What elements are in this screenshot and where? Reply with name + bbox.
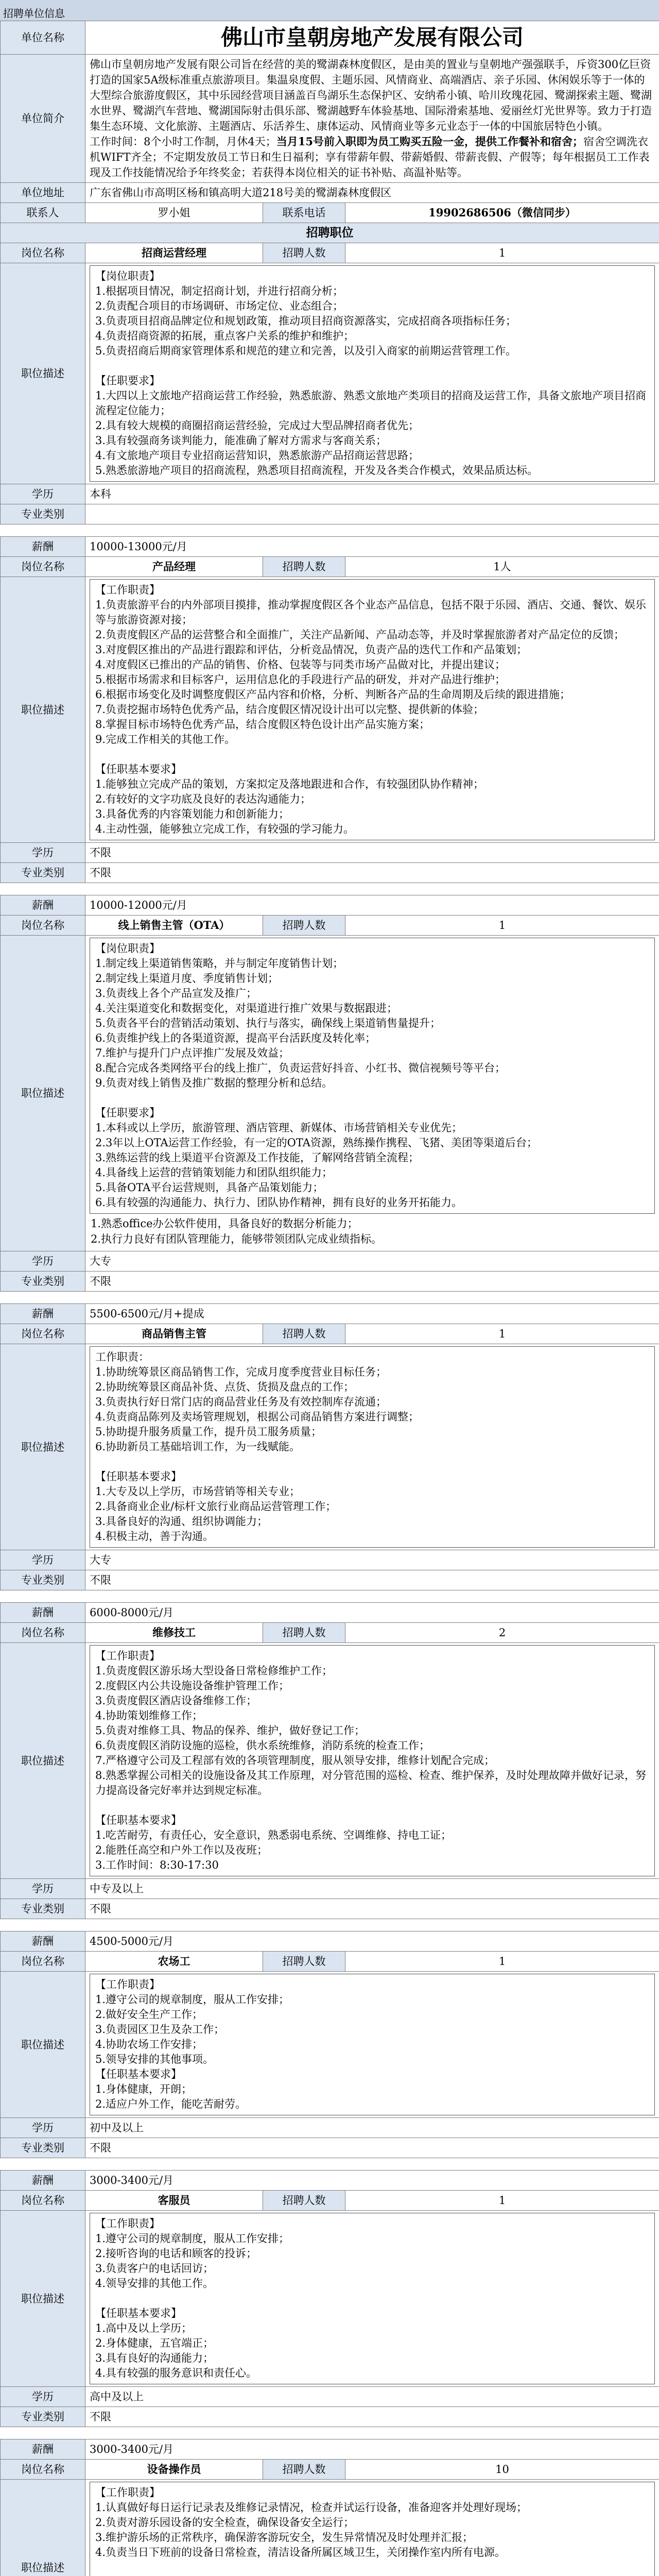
headcount-value: 10 — [345, 2460, 659, 2480]
major-label: 专业类别 — [1, 863, 85, 883]
education-value: 初中及以上 — [85, 2118, 659, 2138]
company-intro-label: 单位简介 — [1, 55, 85, 183]
salary-row — [1, 1304, 659, 1324]
major-label: 专业类别 — [1, 2138, 85, 2158]
education-value: 不限 — [85, 843, 659, 863]
education-row — [1, 484, 659, 504]
intro-benefits-rest: 宿舍空调洗衣机WIFT齐全；不定期发放员工节日和生日福利；享有带薪年假、带薪婚假、带薪丧假、产假等；每年根据员工工作表现及工作技能情况给予年终奖金；若获得本岗位相关的证书补贴、高温补贴等。 — [90, 135, 650, 179]
salary-label: 薪酬 — [1, 1603, 85, 1623]
job-extra-text: 1.熟悉office办公软件使用，具备良好的数据分析能力； 2.执行力良好有团队管理能力，能够带领团队完成业绩指标。 — [91, 1217, 383, 1245]
major-value: 不限 — [85, 2138, 659, 2158]
job-name: 客服员 — [85, 2191, 263, 2211]
job-header-row — [1, 1952, 659, 1972]
salary-value: 3000-3400元/月 — [85, 2439, 659, 2460]
major-label: 专业类别 — [1, 1899, 85, 1919]
company-name: 佛山市皇朝房地产发展有限公司 — [85, 21, 659, 55]
job-desc-row — [1, 1972, 659, 2118]
major-value: 不限 — [85, 1899, 659, 1919]
job-desc-label: 职位描述 — [1, 577, 85, 843]
salary-label: 薪酬 — [1, 1304, 85, 1324]
salary-row — [1, 2171, 659, 2191]
salary-row — [1, 895, 659, 916]
job-name: 商品销售主管 — [85, 1324, 263, 1344]
job-desc-text: 【工作职责】 1.负责度假区游乐场大型设备日常检修维护工作； 2.度假区内公共设施设备维护管理工作； 3.负责度假区酒店设备维修工作； 4.协助策划维修工作； 5.负责对维修工具、物品的保养、维护，做好登记工作； 6.负责度假区消防设施的巡检，供水系统维修，消防系统的检查工作； 7.严格遵守公司及工程部有效的各项管理制度，服从领导安排，维修计划配合完成； 8.熟悉掌握公司相关的设施设备及其工作原理，对分管范围的巡检、检查、维护保养，及时处理故障并做好记录，努力提高设备完好率并达到规定标准。 【任职基本要求】 1.吃苦耐劳，有责任心，安全意识，熟悉弱电系统、空调维修、持电工证； 2.能胜任高空和户外工作以及夜班； 3.工作时间：8:30-17:30 — [90, 1645, 655, 1876]
job-desc-row — [1, 577, 659, 843]
job-header-row — [1, 243, 659, 263]
intro-benefits-highlight: 当月15号前入职即为员工购买五险一金，提供工作餐补和宿舍； — [276, 135, 583, 148]
education-row — [1, 843, 659, 863]
phone-number[interactable]: 19902686506（微信同步） — [345, 203, 659, 223]
education-label: 学历 — [1, 2118, 85, 2138]
phone-label: 联系电话 — [263, 203, 345, 223]
job-name-label: 岗位名称 — [1, 2460, 85, 2480]
education-row — [1, 1550, 659, 1570]
education-value: 大专 — [85, 1251, 659, 1272]
job-desc-row — [1, 1643, 659, 1879]
major-label: 专业类别 — [1, 1272, 85, 1292]
headcount-label: 招聘人数 — [263, 2191, 345, 2211]
headcount-label: 招聘人数 — [263, 1952, 345, 1972]
major-row — [1, 1272, 659, 1292]
job-desc-row — [1, 1344, 659, 1550]
company-address-row — [1, 183, 659, 203]
education-value: 大专 — [85, 1550, 659, 1570]
spacer-row — [1, 2158, 659, 2171]
salary-value: 10000-13000元/月 — [85, 537, 659, 557]
salary-label: 薪酬 — [1, 2439, 85, 2460]
headcount-label: 招聘人数 — [263, 243, 345, 263]
company-intro — [85, 55, 659, 183]
headcount-label: 招聘人数 — [263, 1324, 345, 1344]
education-row — [1, 2387, 659, 2407]
contact-label: 联系人 — [1, 203, 85, 223]
job-desc-row — [1, 936, 659, 1251]
major-value: 不限 — [85, 1272, 659, 1292]
salary-row — [1, 2439, 659, 2460]
job-desc-row — [1, 2211, 659, 2387]
job-name: 农场工 — [85, 1952, 263, 1972]
job-desc-text: 【工作职责】 1.遵守公司的规章制度，服从工作安排； 2.做好安全生产工作； 3.负责园区卫生及杂工作； 4.协助农场工作安排； 5.领导安排的其他事项。 【任职基本要求】 1.身体健康，开朗； 2.适应户外工作，能吃苦耐劳。 — [90, 1974, 655, 2115]
job-name: 维修技工 — [85, 1623, 263, 1643]
salary-value: 3000-3400元/月 — [85, 2171, 659, 2191]
spacer-row — [1, 1590, 659, 1603]
major-value — [85, 504, 659, 524]
job-desc-label: 职位描述 — [1, 2480, 85, 2576]
major-row — [1, 1899, 659, 1919]
education-label: 学历 — [1, 484, 85, 504]
job-desc-label: 职位描述 — [1, 936, 85, 1251]
headcount-value: 1 — [345, 2191, 659, 2211]
salary-value: 6000-8000元/月 — [85, 1603, 659, 1623]
job-desc-cell — [85, 577, 659, 843]
education-row — [1, 2118, 659, 2138]
job-desc-cell — [85, 263, 659, 484]
job-name-label: 岗位名称 — [1, 557, 85, 577]
education-label: 学历 — [1, 1251, 85, 1272]
job-name: 设备操作员 — [85, 2460, 263, 2480]
job-header-row — [1, 1623, 659, 1643]
job-desc-text: 【工作职责】 1.遵守公司的规章制度，服从工作安排； 2.接听咨询的电话和顾客的投诉； 3.负责客户的电话回访； 4.领导安排的其他工作。 【任职基本要求】 1.高中及以上学历； 2.身体健康，五官端正； 3.具有良好的沟通能力； 4.具有较强的服务意识和责任心。 — [90, 2213, 655, 2384]
job-desc-text: 【工作职责】 1.认真做好每日运行记录表及维修记录情况，检查并试运行设备，准备迎客并处理好现场； 2.负责对游乐园设备的安全检查，确保设备安全运行； 3.维护游乐场的正常秩序，确保游客游玩安全，发生异常情况及时处理并汇报； 4.负责当日下班前的设备日常检查，清洁设备所属区域卫生，关闭操作室内所有电源。 — [90, 2482, 655, 2576]
job-name-label: 岗位名称 — [1, 1952, 85, 1972]
job-name-label: 岗位名称 — [1, 1623, 85, 1643]
education-value: 高中及以上 — [85, 2387, 659, 2407]
headcount-value: 1人 — [345, 557, 659, 577]
job-desc-label: 职位描述 — [1, 1643, 85, 1879]
job-desc-row — [1, 263, 659, 484]
job-name-label: 岗位名称 — [1, 1324, 85, 1344]
major-value: 不限 — [85, 863, 659, 883]
job-desc-text: 【工作职责】 1.负责旅游平台的内外部项目摸排，推动掌握度假区各个业态产品信息，包括不限于乐园、酒店、交通、餐饮、娱乐等与旅游资源对接； 2.负责度假区产品的运营整合和全面推广，关注产品新闻、产品动态等，并及时掌握旅游者对产品定位的反馈； 3.对度假区推出的产品进行跟踪和评估，分析竞品情况，负责产品的迭代工作和产品策划； 4.对度假区已推出的产品的销售、价格、包装等与同类市场产品做对比，并提出建议； 5.根据市场需求和目标客户，运用信息化的手段进行产品的研发，并对产品进行维护； 6.根据市场变化及时调整度假区产品内容和价格，分析、判断各产品的生命周期及后续的跟进措施； 7.负责挖掘市场特色优秀产品，结合度假区情况设计出可以完整、提供新的体验； 8.掌握目标市场特色优秀产品，结合度假区特色设计出产品实施方案； 9.完成工作相关的其他工作。 【任职基本要求】 1.能够独立完成产品的策划，方案拟定及落地跟进和合作，有较强团队协作精神； 2.有较好的文字功底及良好的表达沟通能力； 3.具备优秀的内容策划能力和创新能力； 4.主动性强，能够独立完成工作，有较强的学习能力。 — [90, 579, 655, 840]
job-desc-cell — [85, 1972, 659, 2118]
headcount-value: 1 — [345, 243, 659, 263]
education-label: 学历 — [1, 2387, 85, 2407]
company-address: 广东省佛山市高明区杨和镇高明大道218号美的鹭湖森林度假区 — [85, 183, 659, 203]
contact-name: 罗小姐 — [85, 203, 263, 223]
major-row — [1, 2138, 659, 2158]
salary-row — [1, 537, 659, 557]
major-label: 专业类别 — [1, 2407, 85, 2427]
salary-label: 薪酬 — [1, 2171, 85, 2191]
major-row — [1, 2407, 659, 2427]
job-desc-label: 职位描述 — [1, 2211, 85, 2387]
contact-row — [1, 203, 659, 223]
job-desc-label: 职位描述 — [1, 1344, 85, 1550]
headcount-label: 招聘人数 — [263, 916, 345, 936]
salary-value: 5500-6500元/月+提成 — [85, 1304, 659, 1324]
salary-value: 10000-12000元/月 — [85, 895, 659, 916]
company-intro-paragraph-2 — [90, 134, 655, 180]
job-header-row — [1, 557, 659, 577]
spacer-row — [1, 2427, 659, 2439]
intro-work-time: 工作时间：8个小时工作制，月休4天； — [90, 135, 276, 148]
headcount-value: 1 — [345, 916, 659, 936]
company-intro-paragraph-1: 佛山市皇朝房地产发展有限公司旨在经营的美的鹭湖森林度假区，是由美的置业与皇朝地产强强联手，斥资300亿巨资打造的国家5A级标准重点旅游项目。集温泉度假、主题乐园、风情商业、高端酒店、亲子乐园、休闲娱乐等于一体的大型综合旅游度假区，其中乐园经营项目涵盖百鸟湖乐生态保护区、安纳希小镇、哈川玫瑰花园、鹭湖探索主题、鹭湖水世界、鹭湖汽车营地、鹭湖国际射击俱乐部、鹭湖越野车体验基地、国际滑索基地、爱丽丝灯光世界等。致力于打造集生态环境、文化旅游、主题酒店、乐活养生、康体运动、风情商业等多元业态于一体的中国旅居特色小镇。 — [90, 58, 652, 132]
education-value: 中专及以上 — [85, 1879, 659, 1899]
section-header — [0, 0, 659, 21]
spacer-row — [1, 1919, 659, 1931]
education-row — [1, 1879, 659, 1899]
education-label: 学历 — [1, 1879, 85, 1899]
job-name-label: 岗位名称 — [1, 916, 85, 936]
job-name-label: 岗位名称 — [1, 243, 85, 263]
job-name: 产品经理 — [85, 557, 263, 577]
job-desc-cell — [85, 2480, 659, 2576]
job-desc-label: 职位描述 — [1, 1972, 85, 2118]
education-row — [1, 1251, 659, 1272]
headcount-value: 1 — [345, 1952, 659, 1972]
company-name-label: 单位名称 — [1, 21, 85, 55]
salary-row — [1, 1603, 659, 1623]
education-value: 本科 — [85, 484, 659, 504]
job-header-row — [1, 2191, 659, 2211]
job-desc-cell — [85, 936, 659, 1251]
company-address-label: 单位地址 — [1, 183, 85, 203]
job-name-label: 岗位名称 — [1, 2191, 85, 2211]
job-desc-cell — [85, 1643, 659, 1879]
headcount-label: 招聘人数 — [263, 557, 345, 577]
job-header-row — [1, 2460, 659, 2480]
section-header-title: 招聘单位信息 — [3, 7, 65, 20]
job-name: 线上销售主管（OTA） — [85, 916, 263, 936]
major-label: 专业类别 — [1, 1570, 85, 1590]
company-name-row — [1, 21, 659, 55]
headcount-value: 1 — [345, 1324, 659, 1344]
salary-label: 薪酬 — [1, 537, 85, 557]
job-desc-text: 【岗位职责】 1.根据项目情况，制定招商计划，并进行招商分析； 2.负责配合项目的市场调研、市场定位、业态组合； 3.负责项目招商品牌定位和规划政策，推动项目招商资源落实，完成招商各项指标任务； 4.负责招商资源的拓展，重点客户关系的维护和维护； 5.负责招商后期商家管理体系和规范的建立和完善，以及引入商家的前期运营管理工作。 【任职要求】 1.大四以上文旅地产招商运营工作经验，熟悉旅游、熟悉文旅地产类项目的招商及运营工作，具备文旅地产项目招商流程定位能力； 2.具有较大规模的商圈招商运营经验，完成过大型品牌招商者优先； 3.具有较强商务谈判能力，能准确了解对方需求与客商关系； 4.有文旅地产项目专业招商运营知识，熟悉旅游产品招商运营思路； 5.熟悉旅游地产项目的招商流程，熟悉项目招商流程，开发及各类合作模式，效果品质达标。 — [90, 265, 655, 482]
company-intro-row — [1, 55, 659, 183]
spacer-row — [1, 1292, 659, 1304]
education-label: 学历 — [1, 843, 85, 863]
major-row — [1, 1570, 659, 1590]
salary-value: 4500-5000元/月 — [85, 1931, 659, 1952]
job-header-row — [1, 1324, 659, 1344]
major-label: 专业类别 — [1, 504, 85, 524]
spacer-row — [1, 883, 659, 895]
major-value: 不限 — [85, 2407, 659, 2427]
job-desc-label: 职位描述 — [1, 263, 85, 484]
salary-row — [1, 1931, 659, 1952]
headcount-value: 2 — [345, 1623, 659, 1643]
major-value: 不限 — [85, 1570, 659, 1590]
headcount-label: 招聘人数 — [263, 1623, 345, 1643]
job-desc-text: 【岗位职责】 1.制定线上渠道销售策略，并与制定年度销售计划； 2.制定线上渠道月度、季度销售计划； 3.负责线上各个产品宣发及推广； 4.关注渠道变化和数据变化，对渠道进行推广效果与数据跟进； 5.负责各平台的营销活动策划、执行与落实，确保线上渠道销售量提升； 6.负责维护线上的各渠道资源，提高平台活跃度及转化率； 7.维护与提升门户点评推广发展及效益； 8.配合完成各类网络平台的线上推广，负责运营好抖音、小红书、微信视频号等平台； 9.负责对线上销售及推广数据的整理分析和总结。 【任职要求】 1.本科或以上学历，旅游管理、酒店管理、新媒体、市场营销相关专业优先； 2.3年以上OTA运营工作经验，有一定的OTA资源，熟练操作携程、飞猪、美团等渠道后台； 3.熟练运营的线上渠道平台资源及工作技能，了解网络营销全流程； 4.具备线上运营的营销策划能力和团队组织能力； 5.具备OTA平台运营规则，具备产品策划能力； 6.具有较强的沟通能力、执行力、团队协作精神，拥有良好的业务开拓能力。 — [90, 938, 655, 1214]
education-label: 学历 — [1, 1550, 85, 1570]
job-desc-cell — [85, 1344, 659, 1550]
salary-label: 薪酬 — [1, 895, 85, 916]
job-info-table — [0, 21, 659, 2576]
spacer-row — [1, 524, 659, 537]
job-desc-row — [1, 2480, 659, 2576]
job-header-row — [1, 916, 659, 936]
headcount-label: 招聘人数 — [263, 2460, 345, 2480]
major-row — [1, 504, 659, 524]
major-row — [1, 863, 659, 883]
job-name: 招商运营经理 — [85, 243, 263, 263]
job-desc-cell — [85, 2211, 659, 2387]
job-desc-text: 工作职责： 1.协助统筹景区商品销售工作，完成月度季度营业目标任务； 2.协助统筹景区商品补货、点货、货损及盘点的工作； 3.负责执行好日常门店的商品营业任务及有效控制库存流通； 4.负责商品陈列及卖场管理规划，根据公司商品销售方案进行调整； 5.协助提升服务质量工作，提升员工服务质量； 6.协助新员工基础培训工作，为一线赋能。 【任职基本要求】 1.大专及以上学历，市场营销等相关专业； 2.具备商业企业/标杆文旅行业商品运营管理工作； 3.具备良好的沟通、组织协调能力； 4.积极主动，善于沟通。 — [90, 1346, 655, 1548]
positions-title-row — [1, 223, 659, 243]
salary-label: 薪酬 — [1, 1931, 85, 1952]
positions-title: 招聘职位 — [1, 223, 659, 243]
